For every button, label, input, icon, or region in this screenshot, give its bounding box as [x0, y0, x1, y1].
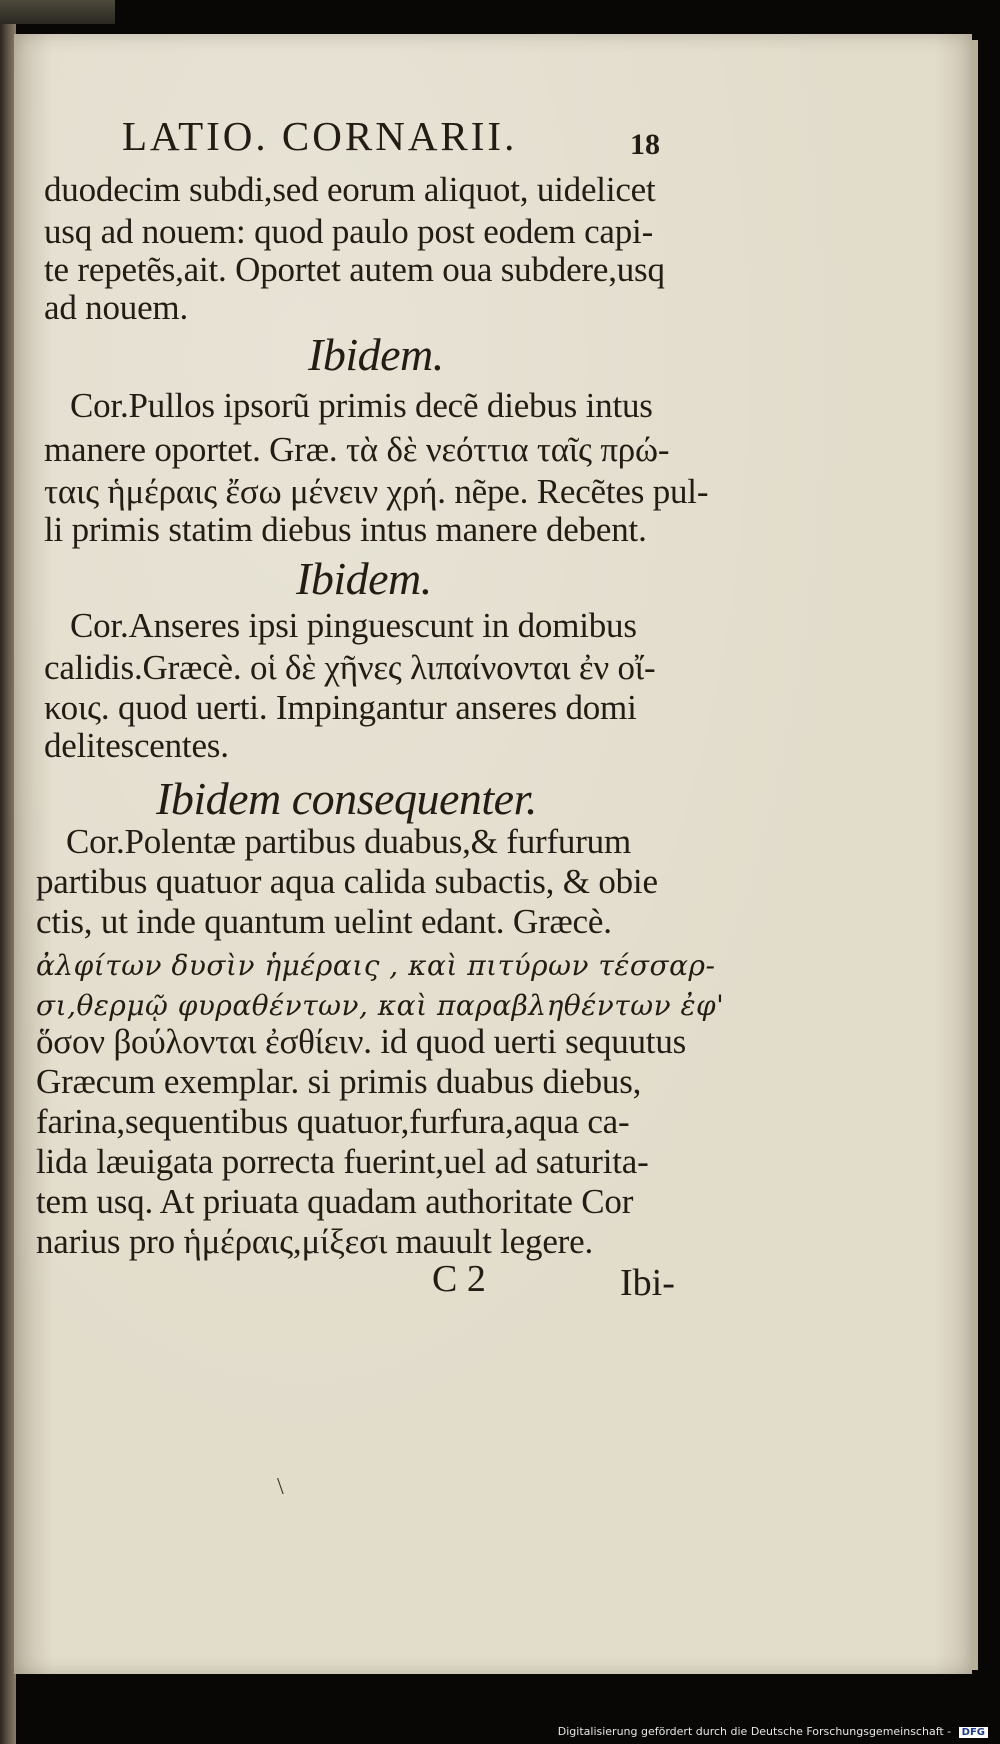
- text-line: partibus quatuor aqua calida subactis, & obie: [36, 862, 658, 901]
- digitization-credit: [558, 1725, 988, 1738]
- scan-corner-strip: [0, 0, 115, 24]
- running-head: LATIO. CORNARII.: [122, 113, 518, 159]
- text-line: ad nouem.: [44, 288, 188, 327]
- catchword: Ibi-: [620, 1262, 675, 1304]
- text-line: ὅσον βούλονται ἐσθίειν. id quod uerti sequutus: [36, 1022, 687, 1061]
- text-line: Cor.Pullos ipsorũ primis decẽ diebus intus: [70, 386, 653, 425]
- signature-mark: C 2: [432, 1258, 486, 1300]
- text-line: lida læuigata porrecta fuerint,uel ad saturita-: [36, 1142, 649, 1181]
- text-line: duodecim subdi,sed eorum aliquot, uidelicet: [44, 170, 656, 209]
- greek-text-line: ἀλφίτων δυσὶν ἡμέραις , καὶ πιτύρων τέσσαρ-: [36, 949, 716, 982]
- text-line: calidis.Græcè. οἱ δὲ χῆνες λιπαίνονται ἐν οἴ-: [44, 648, 656, 687]
- greek-text-line: σι,θερμῷ φυραθέντων, καὶ παραβληθέντων ἐφ': [36, 989, 725, 1022]
- page-number: 18: [630, 128, 660, 161]
- section-heading: Ibidem.: [308, 329, 444, 380]
- credit-text: Digitalisierung gefördert durch die Deutsche Forschungsgemeinschaft -: [557, 1725, 952, 1738]
- text-line: usq ad nouem: quod paulo post eodem capi-: [44, 212, 654, 251]
- section-heading: Ibidem.: [296, 553, 432, 604]
- text-line: κοις. quod uerti. Impingantur anseres domi: [44, 688, 637, 727]
- text-line: Græcum exemplar. si primis duabus diebus,: [36, 1062, 642, 1101]
- text-line: Cor.Polentæ partibus duabus,& furfurum: [66, 822, 631, 861]
- text-line: ταις ἡμέραις ἔσω μένειν χρή. nẽpe. Recẽtes pul-: [44, 472, 709, 511]
- book-page: [14, 34, 972, 1674]
- section-heading: Ibidem consequenter.: [156, 773, 537, 824]
- text-line: te repetẽs,ait. Oportet autem oua subdere,usq: [44, 250, 665, 289]
- text-line: Cor.Anseres ipsi pinguescunt in domibus: [70, 606, 637, 645]
- page-edge: [972, 40, 978, 1670]
- text-line: farina,sequentibus quatuor,furfura,aqua ca-: [36, 1102, 630, 1141]
- text-line: manere oportet. Græ. τὰ δὲ νεόττια ταῖς πρώ-: [44, 430, 670, 469]
- stray-ink-mark: \: [277, 1474, 284, 1500]
- text-line: delitescentes.: [44, 726, 229, 765]
- text-line: li primis statim diebus intus manere debent.: [44, 510, 647, 549]
- text-line: ctis, ut inde quantum uelint edant. Græcè.: [36, 902, 612, 941]
- text-line: narius pro ἡμέραις,μίξεσι mauult legere.: [36, 1222, 593, 1261]
- text-line: tem usq. At priuata quadam authoritate Cor: [36, 1182, 634, 1221]
- dfg-logo: DFG: [959, 1727, 988, 1738]
